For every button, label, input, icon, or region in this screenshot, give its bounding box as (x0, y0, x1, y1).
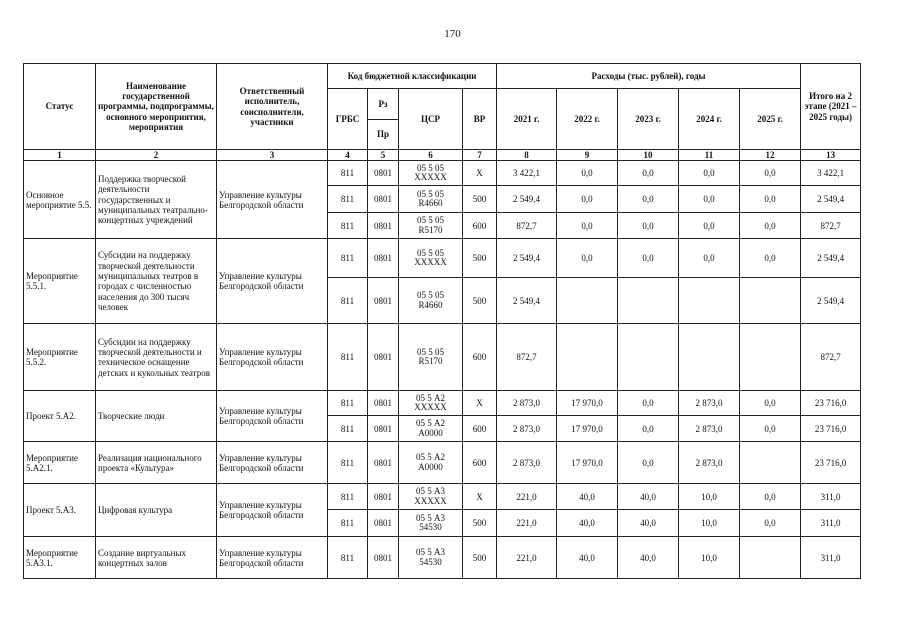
csr-line-2: XXXXX (414, 257, 447, 268)
page-number: 170 (444, 28, 461, 40)
y2023-cell (618, 278, 679, 324)
y2024-cell: 10,0 (679, 537, 740, 579)
total-cell: 2 549,4 (801, 278, 861, 324)
name-cell: Создание виртуальных концертных залов (96, 537, 217, 579)
y2023-cell: 0,0 (618, 416, 679, 442)
column-number: 13 (801, 150, 861, 161)
vr-cell: X (463, 484, 497, 510)
table-row (24, 239, 861, 278)
y2021-cell: 872,7 (497, 324, 557, 391)
y2022-cell: 17 970,0 (557, 442, 618, 484)
csr-line-2: R5170 (418, 224, 443, 235)
csr-cell (399, 442, 463, 484)
total-cell: 3 422,1 (801, 161, 861, 186)
y2025-cell: 0,0 (740, 213, 801, 239)
table-row (24, 391, 861, 416)
y2021-cell: 2 549,4 (497, 239, 557, 278)
column-number: 12 (740, 150, 801, 161)
table-row (24, 484, 861, 510)
vr-cell: 600 (463, 324, 497, 391)
status-cell: Мероприятие 5.5.2. (24, 324, 96, 391)
rzpr-cell: 0801 (368, 213, 399, 239)
csr-line-1: 05 5 А2 (416, 452, 445, 463)
grbs-cell: 811 (328, 391, 368, 416)
table-row (24, 161, 861, 186)
csr-line-1: 05 5 05 (417, 290, 444, 301)
csr-cell (399, 537, 463, 579)
y2021-cell: 221,0 (497, 510, 557, 537)
y2022-cell: 40,0 (557, 537, 618, 579)
csr-line-2: 54530 (419, 556, 442, 567)
y2024-cell: 0,0 (679, 161, 740, 186)
y2024-cell: 2 873,0 (679, 416, 740, 442)
executor-cell: Управление культуры Белгородской области (217, 239, 328, 324)
header-name: Наименование государственной программы, подпрограммы, основного мероприятия, мероприятия (96, 64, 217, 150)
rzpr-cell: 0801 (368, 161, 399, 186)
y2022-cell (557, 278, 618, 324)
column-number: 3 (217, 150, 328, 161)
header-2022: 2022 г. (557, 89, 618, 150)
csr-cell (399, 213, 463, 239)
y2022-cell (557, 324, 618, 391)
grbs-cell: 811 (328, 416, 368, 442)
status-cell: Проект 5.А2. (24, 391, 96, 442)
csr-cell (399, 161, 463, 186)
grbs-cell: 811 (328, 161, 368, 186)
csr-line-2: XXXXX (414, 495, 447, 506)
vr-cell: 600 (463, 416, 497, 442)
y2022-cell: 0,0 (557, 239, 618, 278)
csr-line-1: 05 5 05 (417, 215, 444, 226)
header-vr: ВР (463, 89, 497, 150)
y2024-cell: 10,0 (679, 484, 740, 510)
y2021-cell: 2 549,4 (497, 186, 557, 213)
y2024-cell: 10,0 (679, 510, 740, 537)
y2025-cell (740, 537, 801, 579)
grbs-cell: 811 (328, 278, 368, 324)
csr-line-1: 05 5 05 (417, 247, 444, 258)
name-cell: Творческие люди (96, 391, 217, 442)
y2023-cell: 0,0 (618, 161, 679, 186)
rzpr-cell: 0801 (368, 442, 399, 484)
y2022-cell: 40,0 (557, 484, 618, 510)
header-executor: Ответственный исполнитель, соисполнители, участники (217, 64, 328, 150)
total-cell: 23 716,0 (801, 416, 861, 442)
name-cell: Реализация национального проекта «Культура» (96, 442, 217, 484)
rzpr-cell: 0801 (368, 484, 399, 510)
y2024-cell (679, 324, 740, 391)
rzpr-cell: 0801 (368, 537, 399, 579)
y2023-cell: 0,0 (618, 213, 679, 239)
name-cell: Цифровая культура (96, 484, 217, 537)
y2021-cell: 872,7 (497, 213, 557, 239)
grbs-cell: 811 (328, 537, 368, 579)
y2021-cell: 2 549,4 (497, 278, 557, 324)
header-grbs: ГРБС (328, 89, 368, 150)
table-row (24, 537, 861, 579)
rzpr-cell: 0801 (368, 416, 399, 442)
table-body (24, 161, 861, 579)
y2025-cell: 0,0 (740, 391, 801, 416)
y2021-cell: 2 873,0 (497, 442, 557, 484)
csr-cell (399, 186, 463, 213)
total-cell: 23 716,0 (801, 442, 861, 484)
csr-cell (399, 239, 463, 278)
y2023-cell: 40,0 (618, 537, 679, 579)
grbs-cell: 811 (328, 442, 368, 484)
csr-line-2: А0000 (418, 461, 443, 472)
header-2023: 2023 г. (618, 89, 679, 150)
total-cell: 23 716,0 (801, 391, 861, 416)
csr-cell (399, 278, 463, 324)
status-cell: Мероприятие 5.А2.1. (24, 442, 96, 484)
y2023-cell: 0,0 (618, 391, 679, 416)
y2022-cell: 0,0 (557, 213, 618, 239)
status-cell: Мероприятие 5.А3.1. (24, 537, 96, 579)
total-cell: 2 549,4 (801, 239, 861, 278)
y2025-cell: 0,0 (740, 239, 801, 278)
y2021-cell: 221,0 (497, 484, 557, 510)
vr-cell: 500 (463, 186, 497, 213)
rzpr-cell: 0801 (368, 239, 399, 278)
executor-cell: Управление культуры Белгородской области (217, 537, 328, 579)
vr-cell: 600 (463, 213, 497, 239)
grbs-cell: 811 (328, 186, 368, 213)
budget-table (23, 63, 861, 579)
name-cell: Субсидии на поддержку творческой деятельности муниципальных театров в городах с численностью населения до 300 тысяч человек (96, 239, 217, 324)
column-number: 9 (557, 150, 618, 161)
csr-line-1: 05 5 05 (417, 162, 444, 173)
y2022-cell: 17 970,0 (557, 391, 618, 416)
csr-line-2: R4660 (418, 198, 443, 209)
status-cell: Основное мероприятие 5.5. (24, 161, 96, 239)
y2021-cell: 2 873,0 (497, 391, 557, 416)
rzpr-cell: 0801 (368, 186, 399, 213)
y2024-cell: 0,0 (679, 213, 740, 239)
csr-line-1: 05 5 А3 (416, 547, 445, 558)
vr-cell: 500 (463, 278, 497, 324)
y2022-cell: 40,0 (557, 510, 618, 537)
column-number: 2 (96, 150, 217, 161)
executor-cell: Управление культуры Белгородской области (217, 442, 328, 484)
y2025-cell (740, 442, 801, 484)
vr-cell: 500 (463, 239, 497, 278)
csr-line-1: 05 5 05 (417, 188, 444, 199)
column-number: 7 (463, 150, 497, 161)
csr-cell (399, 324, 463, 391)
csr-line-1: 05 5 05 (417, 346, 444, 357)
vr-cell: X (463, 391, 497, 416)
header-total: Итого на 2 этапе (2021 – 2025 годы) (801, 64, 861, 150)
column-number: 10 (618, 150, 679, 161)
executor-cell: Управление культуры Белгородской области (217, 484, 328, 537)
y2024-cell: 0,0 (679, 239, 740, 278)
csr-line-2: R4660 (418, 299, 443, 310)
y2025-cell: 0,0 (740, 186, 801, 213)
y2024-cell (679, 278, 740, 324)
column-number: 4 (328, 150, 368, 161)
y2024-cell: 2 873,0 (679, 391, 740, 416)
y2023-cell (618, 324, 679, 391)
y2023-cell: 0,0 (618, 239, 679, 278)
grbs-cell: 811 (328, 510, 368, 537)
y2023-cell: 0,0 (618, 186, 679, 213)
vr-cell: 600 (463, 442, 497, 484)
rzpr-cell: 0801 (368, 278, 399, 324)
csr-cell (399, 416, 463, 442)
header-pr: Пр (368, 120, 399, 150)
column-number: 1 (24, 150, 96, 161)
column-number: 8 (497, 150, 557, 161)
total-cell: 311,0 (801, 510, 861, 537)
y2022-cell: 0,0 (557, 161, 618, 186)
status-cell: Мероприятие 5.5.1. (24, 239, 96, 324)
header-status: Статус (24, 64, 96, 150)
table-row (24, 442, 861, 484)
csr-line-2: R5170 (418, 356, 443, 367)
csr-line-1: 05 5 А3 (416, 512, 445, 523)
csr-cell (399, 391, 463, 416)
column-number: 5 (368, 150, 399, 161)
column-number: 11 (679, 150, 740, 161)
csr-cell (399, 484, 463, 510)
vr-cell: X (463, 161, 497, 186)
column-number: 6 (399, 150, 463, 161)
header-budget-code: Код бюджетной классификации (328, 64, 497, 89)
grbs-cell: 811 (328, 239, 368, 278)
y2023-cell: 0,0 (618, 442, 679, 484)
y2021-cell: 3 422,1 (497, 161, 557, 186)
name-cell: Поддержка творческой деятельности государственных и муниципальных театрально-концертных учреждений (96, 161, 217, 239)
csr-line-1: 05 5 А3 (416, 486, 445, 497)
y2024-cell: 0,0 (679, 186, 740, 213)
header-2024: 2024 г. (679, 89, 740, 150)
vr-cell: 500 (463, 510, 497, 537)
executor-cell: Управление культуры Белгородской области (217, 391, 328, 442)
grbs-cell: 811 (328, 324, 368, 391)
y2022-cell: 17 970,0 (557, 416, 618, 442)
csr-line-1: 05 5 А2 (416, 418, 445, 429)
grbs-cell: 811 (328, 213, 368, 239)
csr-line-1: 05 5 А2 (416, 392, 445, 403)
total-cell: 311,0 (801, 537, 861, 579)
y2025-cell: 0,0 (740, 161, 801, 186)
y2025-cell (740, 278, 801, 324)
y2025-cell: 0,0 (740, 484, 801, 510)
name-cell: Субсидии на поддержку творческой деятельности и техническое оснащение детских и кукольных театров (96, 324, 217, 391)
column-number-row (24, 150, 861, 161)
header-rz: Рз (368, 89, 399, 120)
header-expenses: Расходы (тыс. рублей), годы (497, 64, 801, 89)
executor-cell: Управление культуры Белгородской области (217, 324, 328, 391)
y2023-cell: 40,0 (618, 510, 679, 537)
header-2021: 2021 г. (497, 89, 557, 150)
status-cell: Проект 5.А3. (24, 484, 96, 537)
grbs-cell: 811 (328, 484, 368, 510)
y2025-cell: 0,0 (740, 510, 801, 537)
csr-cell (399, 510, 463, 537)
csr-line-2: XXXXX (414, 172, 447, 183)
total-cell: 872,7 (801, 324, 861, 391)
csr-line-2: А0000 (418, 427, 443, 438)
table-row (24, 324, 861, 391)
y2023-cell: 40,0 (618, 484, 679, 510)
y2022-cell: 0,0 (557, 186, 618, 213)
y2025-cell: 0,0 (740, 416, 801, 442)
y2021-cell: 2 873,0 (497, 416, 557, 442)
rzpr-cell: 0801 (368, 324, 399, 391)
total-cell: 872,7 (801, 213, 861, 239)
csr-line-2: XXXXX (414, 402, 447, 413)
y2024-cell: 2 873,0 (679, 442, 740, 484)
rzpr-cell: 0801 (368, 510, 399, 537)
rzpr-cell: 0801 (368, 391, 399, 416)
vr-cell: 500 (463, 537, 497, 579)
total-cell: 311,0 (801, 484, 861, 510)
y2025-cell (740, 324, 801, 391)
header-2025: 2025 г. (740, 89, 801, 150)
executor-cell: Управление культуры Белгородской области (217, 161, 328, 239)
y2021-cell: 221,0 (497, 537, 557, 579)
csr-line-2: 54530 (419, 522, 442, 533)
header-csr: ЦСР (399, 89, 463, 150)
total-cell: 2 549,4 (801, 186, 861, 213)
